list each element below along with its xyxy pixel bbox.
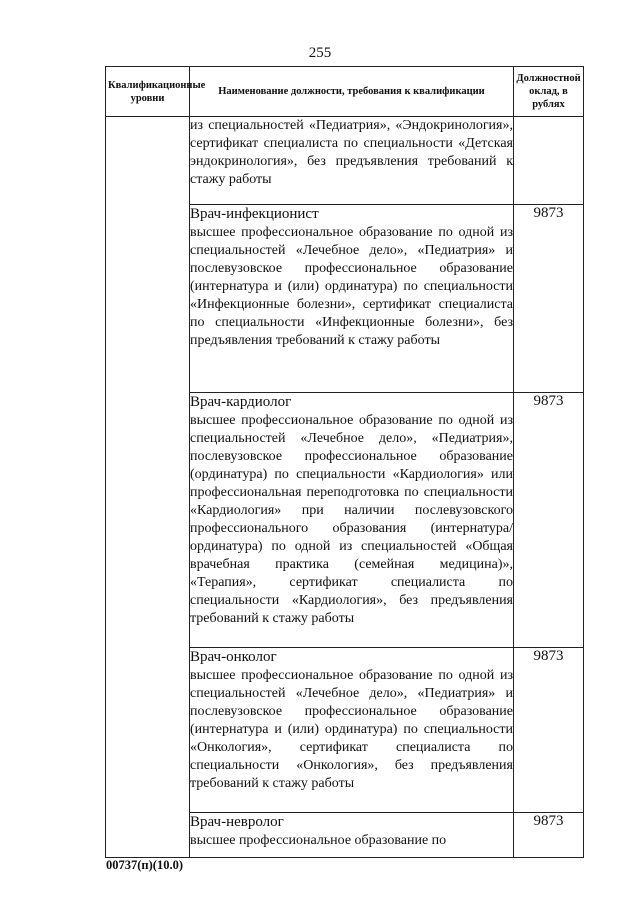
- requirements-text: высшее профессиональное образование по: [190, 833, 447, 848]
- position-cell: [190, 117, 514, 205]
- position-title: Врач-кардиолог: [190, 394, 292, 410]
- position-title: Врач-невролог: [190, 814, 284, 830]
- salary-cell: [514, 117, 584, 205]
- salary-cell: 9873: [514, 205, 584, 393]
- header-position: Наименование должности, требования к квалификации: [190, 67, 514, 117]
- position-cell: [190, 648, 514, 813]
- position-cell: [190, 393, 514, 648]
- table-header-row: [106, 67, 584, 117]
- requirements-text: высшее профессиональное образование по одной из специальностей «Лечебное дело», «Педиатрия» и послевузовское профессиональное образование (интернатура и (или) ординатура) по специальности «Онкология», сертификат специалиста по специальности «Онкология», без предъявления требований к стажу работы: [190, 668, 513, 791]
- position-cell: [190, 205, 514, 393]
- document-code: 00737(п)(10.0): [106, 858, 183, 872]
- requirements-text: высшее профессиональное образование по одной из специальностей «Лечебное дело», «Педиатрия», послевузовское профессиональное образование (ординатура) по специальности «Кардиология» или профессиональная переподготовка по специальности «Кардиология» при наличии послевузовского профессионального образования (интернатура/ординатура) по одной из специальностей «Общая врачебная практика (семейная медицина)», «Терапия», сертификат специалиста по специальности «Кардиология», без предъявления требований к стажу работы: [190, 413, 513, 626]
- table-row: [106, 117, 584, 205]
- position-cell: [190, 813, 514, 858]
- header-levels: Квалификационные уровни: [106, 67, 190, 117]
- requirements-text: из специальностей «Педиатрия», «Эндокринология», сертификат специалиста по специальности «Детская эндокринология», без предъявления требований к стажу работы: [190, 118, 513, 187]
- requirements-text: высшее профессиональное образование по одной из специальностей «Лечебное дело», «Педиатрия» и послевузовское профессиональное образование (интернатура и (или) ординатура) по специальности «Инфекционные болезни», сертификат специалиста по специальности «Инфекционные болезни», без предъявления требований к стажу работы: [190, 225, 513, 348]
- salary-cell: 9873: [514, 393, 584, 648]
- position-title: Врач-онколог: [190, 649, 277, 665]
- level-cell: [106, 117, 190, 858]
- position-title: Врач-инфекционист: [190, 206, 319, 222]
- header-salary: Должностной оклад, в рублях: [514, 67, 584, 117]
- qualification-table: [105, 66, 584, 858]
- page-number: 255: [308, 45, 332, 61]
- salary-cell: 9873: [514, 813, 584, 858]
- salary-cell: 9873: [514, 648, 584, 813]
